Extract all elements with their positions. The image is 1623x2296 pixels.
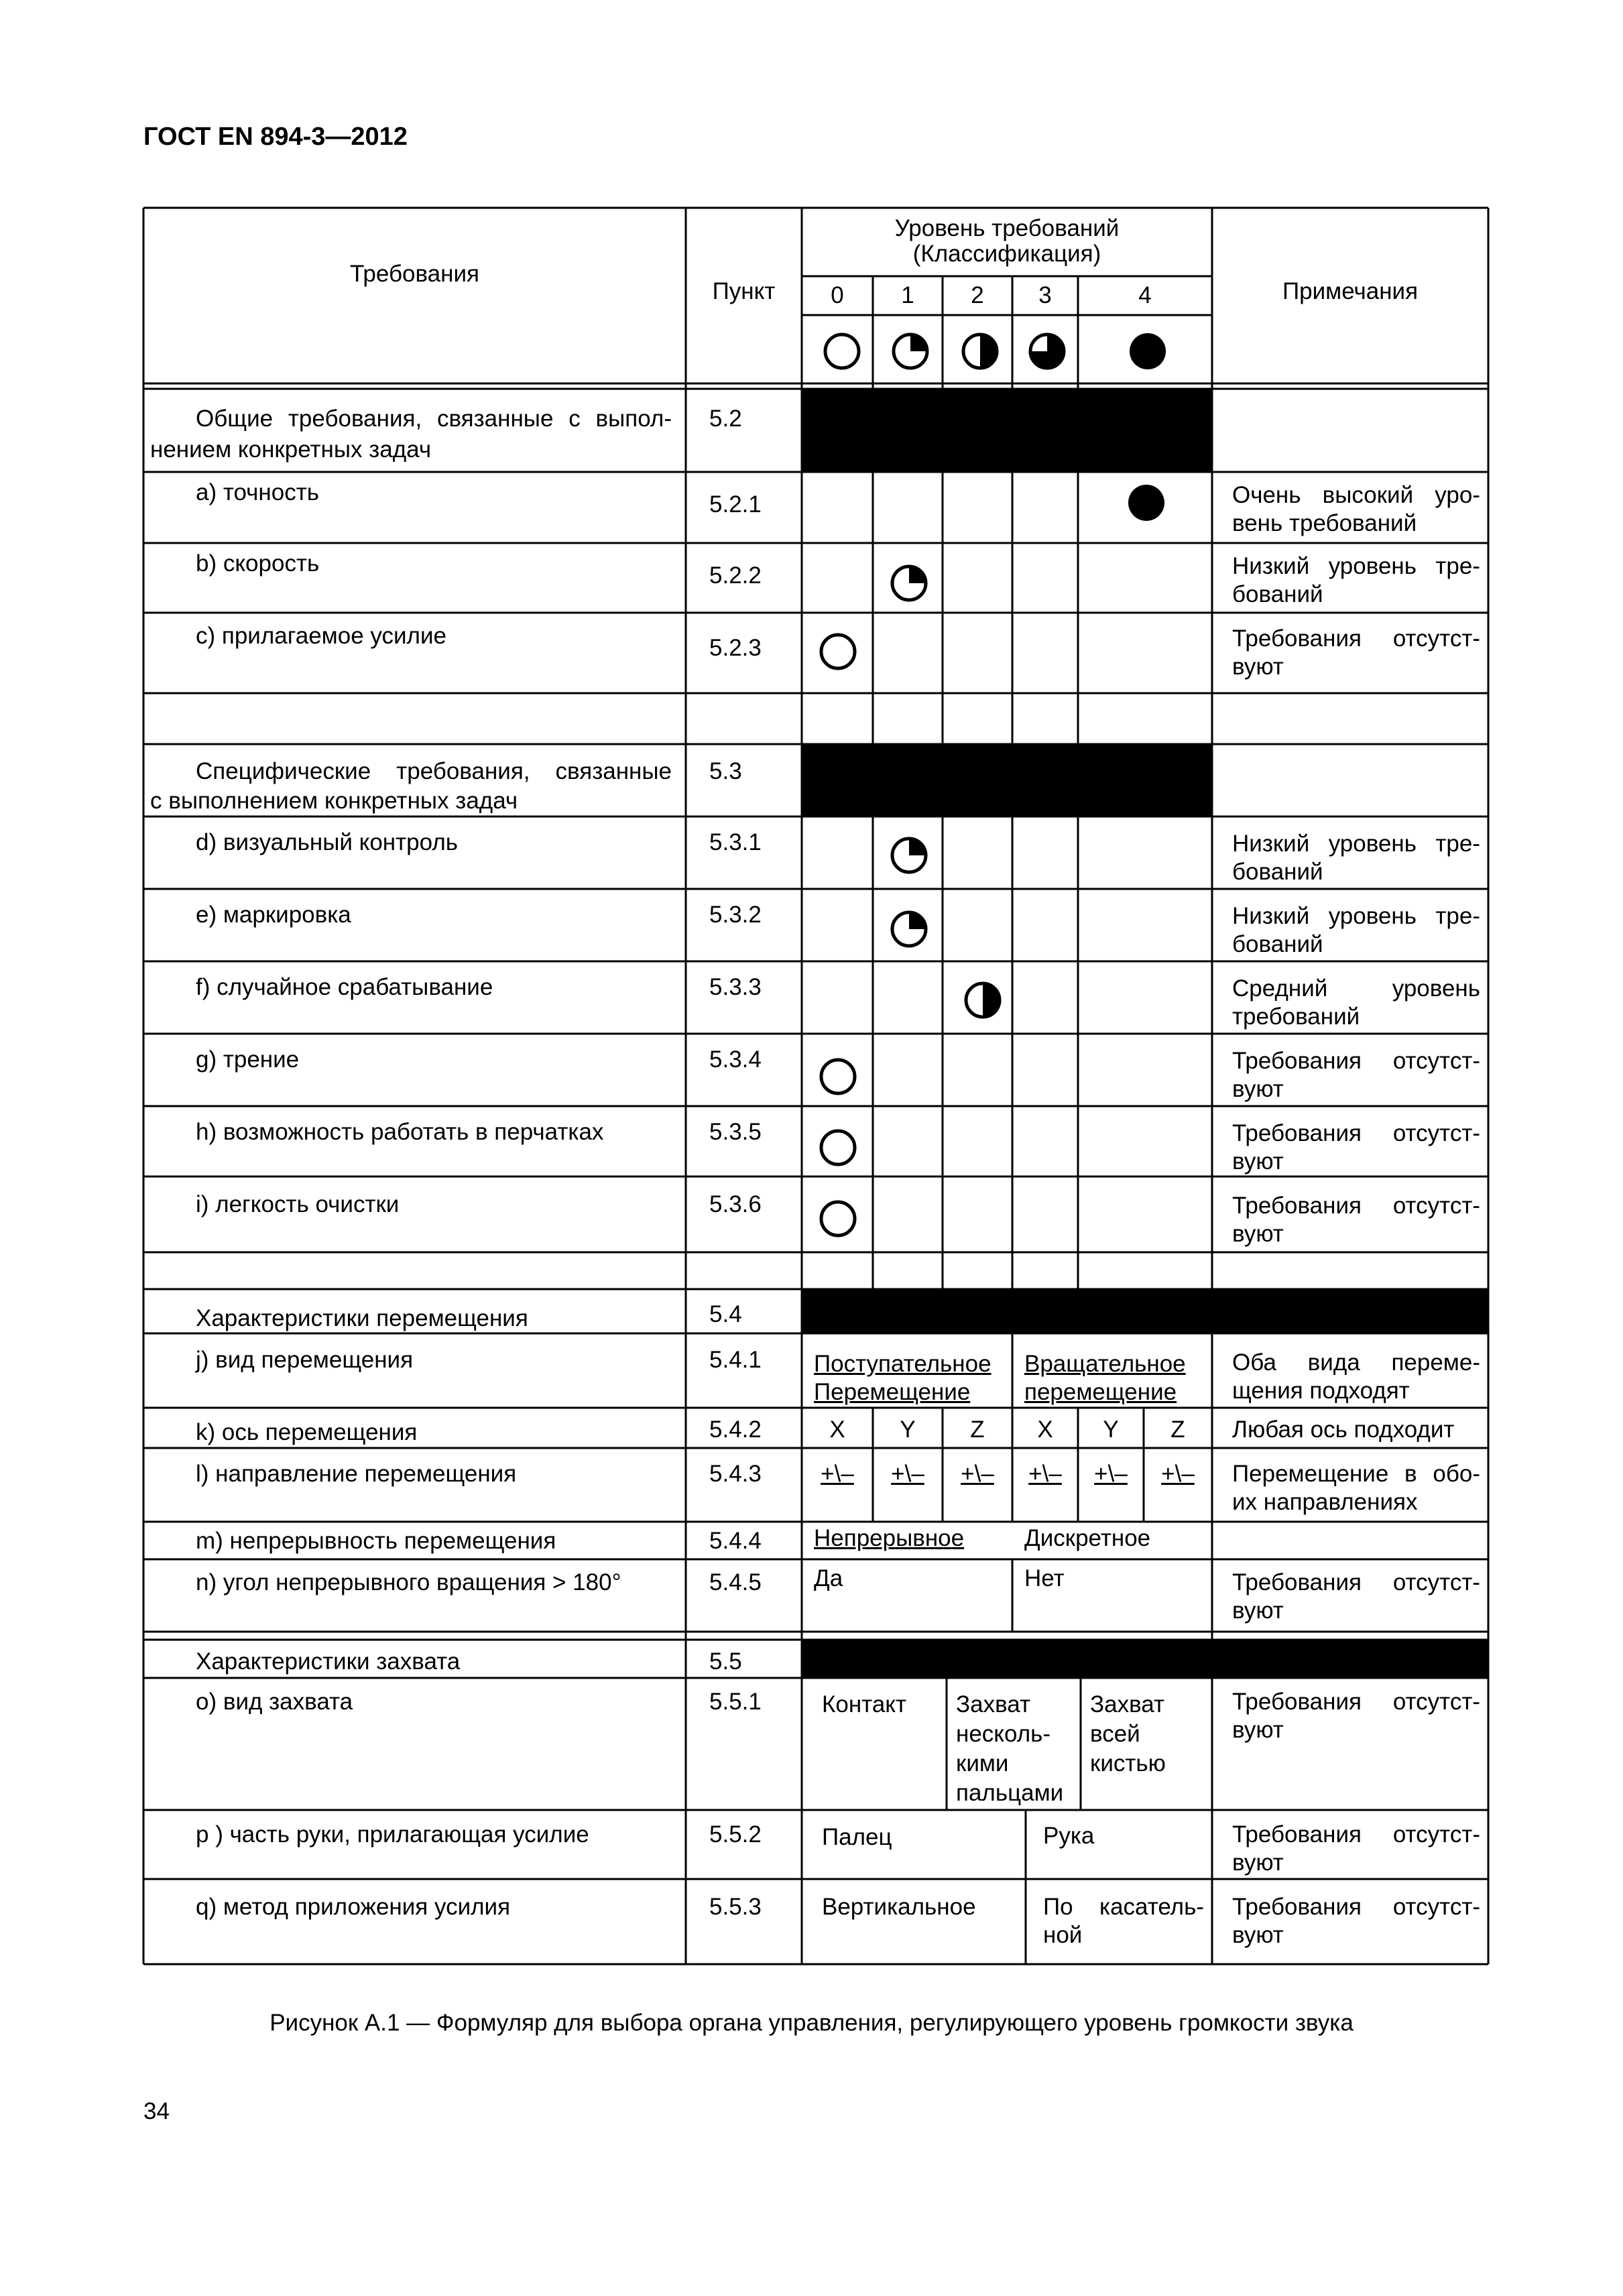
row-j-option2-line1: Вращательное — [1024, 1351, 1186, 1377]
level-symbol-0-icon — [825, 335, 859, 368]
row-j-clause: 5.4.1 — [709, 1347, 762, 1373]
level-symbol-1-icon — [894, 335, 927, 368]
row-l-req: l) направление перемещения — [196, 1461, 517, 1487]
row-d-level-1-icon — [892, 839, 926, 872]
row-n-note-line2: вуют — [1232, 1597, 1284, 1624]
row-k-axis-1: X — [829, 1416, 845, 1443]
row-k-axis-5: Y — [1103, 1416, 1119, 1443]
row-l-note-line2: их направлениях — [1232, 1489, 1418, 1515]
row-q-option2-line2: ной — [1043, 1922, 1083, 1948]
group-bar-5-5 — [802, 1640, 1488, 1678]
header-level-0: 0 — [831, 282, 844, 308]
figure-caption: Рисунок А.1 — Формуляр для выбора органа управления, регулирующего уровень громкости звука — [269, 2010, 1354, 2036]
row-a-note-line2: вень требований — [1232, 510, 1417, 536]
group-5-5-clause: 5.5 — [709, 1648, 742, 1675]
row-o-option2-line4: пальцами — [956, 1780, 1064, 1806]
row-a-level-4-icon — [1128, 485, 1164, 521]
row-n-option2: Нет — [1024, 1565, 1065, 1591]
row-q-note-line1: Требования отсутст- — [1232, 1894, 1480, 1920]
row-m-option1: Непрерывное — [814, 1525, 965, 1551]
document-header: ГОСТ EN 894-3—2012 — [143, 123, 408, 151]
level-symbol-4-icon — [1130, 333, 1166, 369]
row-j-note-line1: Оба вида переме- — [1232, 1349, 1480, 1376]
row-k-axis-6: Z — [1170, 1416, 1185, 1443]
group-5-3-req-line2: с выполнением конкретных задач — [150, 788, 518, 814]
group-5-3-req-line1: Специфические требования, связанные — [196, 758, 672, 784]
row-i-note-line2: вуют — [1232, 1221, 1284, 1247]
row-b-note-line1: Низкий уровень тре- — [1232, 553, 1480, 579]
group-5-4-clause: 5.4 — [709, 1301, 742, 1327]
row-m-option2: Дискретное — [1024, 1525, 1151, 1551]
header-notes: Примечания — [1282, 278, 1419, 304]
group-bar-5-2 — [802, 389, 1212, 472]
header-level-line1: Уровень требований — [894, 215, 1120, 241]
row-d-req: d) визуальный контроль — [196, 829, 458, 855]
row-o-option2-line2: несколь- — [956, 1721, 1051, 1747]
row-c-clause: 5.2.3 — [709, 635, 762, 661]
row-i-level-0-icon — [821, 1202, 855, 1235]
row-n-note-line1: Требования отсутст- — [1232, 1569, 1480, 1595]
header-level-3: 3 — [1038, 282, 1052, 308]
row-j-req: j) вид перемещения — [196, 1347, 414, 1373]
row-a-note-line1: Очень высокий уро- — [1232, 482, 1480, 508]
row-l-direction-2: +\– — [891, 1461, 924, 1487]
row-j-note-line2: щения подходят — [1232, 1378, 1410, 1404]
row-o-option1: Контакт — [822, 1691, 907, 1717]
level-symbol-3-icon — [1030, 335, 1064, 368]
header-level-4: 4 — [1138, 282, 1152, 308]
row-c-level-0-icon — [821, 635, 855, 668]
row-h-level-0-icon — [821, 1131, 855, 1164]
row-p-option1: Палец — [822, 1824, 892, 1850]
row-p-req: p ) часть руки, прилагающая усилие — [196, 1821, 589, 1848]
row-h-note-line1: Требования отсутст- — [1232, 1120, 1480, 1146]
header-level-line2: (Классификация) — [912, 241, 1101, 267]
level-symbol-2-icon — [963, 335, 997, 368]
row-k-req: k) ось перемещения — [196, 1419, 418, 1445]
row-e-note-line1: Низкий уровень тре- — [1232, 903, 1480, 929]
header-requirements: Требования — [350, 261, 479, 287]
row-n-clause: 5.4.5 — [709, 1569, 762, 1595]
group-5-2-req-line1: Общие требования, связанные с выпол- — [196, 406, 672, 432]
group-5-3-clause: 5.3 — [709, 758, 742, 784]
row-n-option1: Да — [814, 1565, 843, 1591]
row-o-option3-line1: Захват — [1090, 1691, 1165, 1717]
row-a-req: a) точность — [196, 479, 319, 505]
row-o-option2-line3: кими — [956, 1750, 1009, 1776]
row-m-clause: 5.4.4 — [709, 1528, 762, 1554]
page-number: 34 — [143, 2098, 170, 2124]
row-l-note-line1: Перемещение в обо- — [1232, 1461, 1480, 1487]
row-g-note-line1: Требования отсутст- — [1232, 1048, 1480, 1074]
row-j-option2-line2: перемещение — [1024, 1379, 1177, 1405]
row-f-note-line1a: Средний — [1232, 975, 1328, 1002]
row-a-clause: 5.2.1 — [709, 491, 762, 518]
row-j-option1-line2: Перемещение — [814, 1379, 971, 1405]
row-g-level-0-icon — [821, 1060, 855, 1093]
row-c-note-line1: Требования отсутст- — [1232, 625, 1480, 652]
row-c-note-line2: вуют — [1232, 654, 1284, 680]
group-5-2-req-line2: нением конкретных задач — [150, 436, 432, 463]
group-5-5-req: Характеристики захвата — [196, 1648, 461, 1675]
group-bar-5-3 — [802, 744, 1212, 817]
row-l-direction-1: +\– — [821, 1461, 854, 1487]
group-bar-5-4 — [802, 1289, 1488, 1333]
row-q-clause: 5.5.3 — [709, 1894, 762, 1920]
row-e-level-1-icon — [892, 912, 926, 946]
row-k-clause: 5.4.2 — [709, 1416, 762, 1443]
row-g-note-line2: вуют — [1232, 1076, 1284, 1102]
row-b-level-1-icon — [892, 566, 926, 600]
row-o-note-line1: Требования отсутст- — [1232, 1689, 1480, 1715]
header-level-2: 2 — [971, 282, 984, 308]
row-e-req: e) маркировка — [196, 902, 351, 928]
row-l-direction-5: +\– — [1094, 1461, 1128, 1487]
row-q-req: q) метод приложения усилия — [196, 1894, 511, 1920]
row-o-option3-line2: всей — [1090, 1721, 1140, 1747]
row-p-note-line2: вуют — [1232, 1850, 1284, 1876]
row-p-option2: Рука — [1043, 1823, 1095, 1849]
row-b-note-line2: бований — [1232, 581, 1323, 607]
row-q-option2-line1: По касатель- — [1043, 1894, 1204, 1920]
row-m-req: m) непрерывность перемещения — [196, 1528, 556, 1554]
header-clause: Пункт — [712, 278, 776, 304]
group-5-4-req: Характеристики перемещения — [196, 1305, 528, 1331]
row-g-req: g) трение — [196, 1046, 300, 1073]
row-o-note-line2: вуют — [1232, 1717, 1284, 1743]
row-l-clause: 5.4.3 — [709, 1461, 762, 1487]
row-i-note-line1: Требования отсутст- — [1232, 1193, 1480, 1219]
row-p-note-line1: Требования отсутст- — [1232, 1821, 1480, 1848]
row-f-clause: 5.3.3 — [709, 974, 762, 1000]
row-j-option1-line1: Поступательное — [814, 1351, 991, 1377]
row-k-axis-2: Y — [900, 1416, 916, 1443]
row-d-clause: 5.3.1 — [709, 829, 762, 855]
row-l-direction-4: +\– — [1028, 1461, 1062, 1487]
row-i-clause: 5.3.6 — [709, 1191, 762, 1217]
row-p-clause: 5.5.2 — [709, 1821, 762, 1848]
row-n-req: n) угол непрерывного вращения > 180° — [196, 1569, 621, 1595]
row-f-level-2-icon — [966, 983, 1000, 1017]
row-k-axis-3: Z — [970, 1416, 985, 1443]
row-o-option3-line3: кистью — [1090, 1750, 1166, 1776]
row-d-note-line1: Низкий уровень тре- — [1232, 831, 1480, 857]
row-h-req: h) возможность работать в перчатках — [196, 1119, 604, 1145]
row-i-req: i) легкость очистки — [196, 1191, 400, 1217]
row-f-req: f) случайное срабатывание — [196, 974, 493, 1000]
row-e-clause: 5.3.2 — [709, 902, 762, 928]
row-b-req: b) скорость — [196, 550, 320, 577]
row-k-axis-4: X — [1037, 1416, 1053, 1443]
row-h-clause: 5.3.5 — [709, 1119, 762, 1145]
row-h-note-line2: вуют — [1232, 1148, 1284, 1174]
header-level-1: 1 — [901, 282, 914, 308]
group-5-2-clause: 5.2 — [709, 406, 742, 432]
row-g-clause: 5.3.4 — [709, 1046, 762, 1073]
row-q-option1: Вертикальное — [822, 1894, 976, 1920]
row-f-note-line1b: уровень — [1392, 975, 1480, 1002]
row-k-note: Любая ось подходит — [1232, 1416, 1455, 1443]
row-c-req: c) прилагаемое усилие — [196, 623, 446, 649]
row-o-clause: 5.5.1 — [709, 1689, 762, 1715]
row-o-req: o) вид захвата — [196, 1689, 353, 1715]
row-d-note-line2: бований — [1232, 859, 1323, 885]
row-l-direction-6: +\– — [1161, 1461, 1195, 1487]
row-q-note-line2: вуют — [1232, 1922, 1284, 1948]
row-f-note-line2: требований — [1232, 1004, 1360, 1030]
row-o-option2-line1: Захват — [956, 1691, 1031, 1717]
row-b-clause: 5.2.2 — [709, 562, 762, 589]
row-l-direction-3: +\– — [961, 1461, 994, 1487]
row-e-note-line2: бований — [1232, 931, 1323, 957]
